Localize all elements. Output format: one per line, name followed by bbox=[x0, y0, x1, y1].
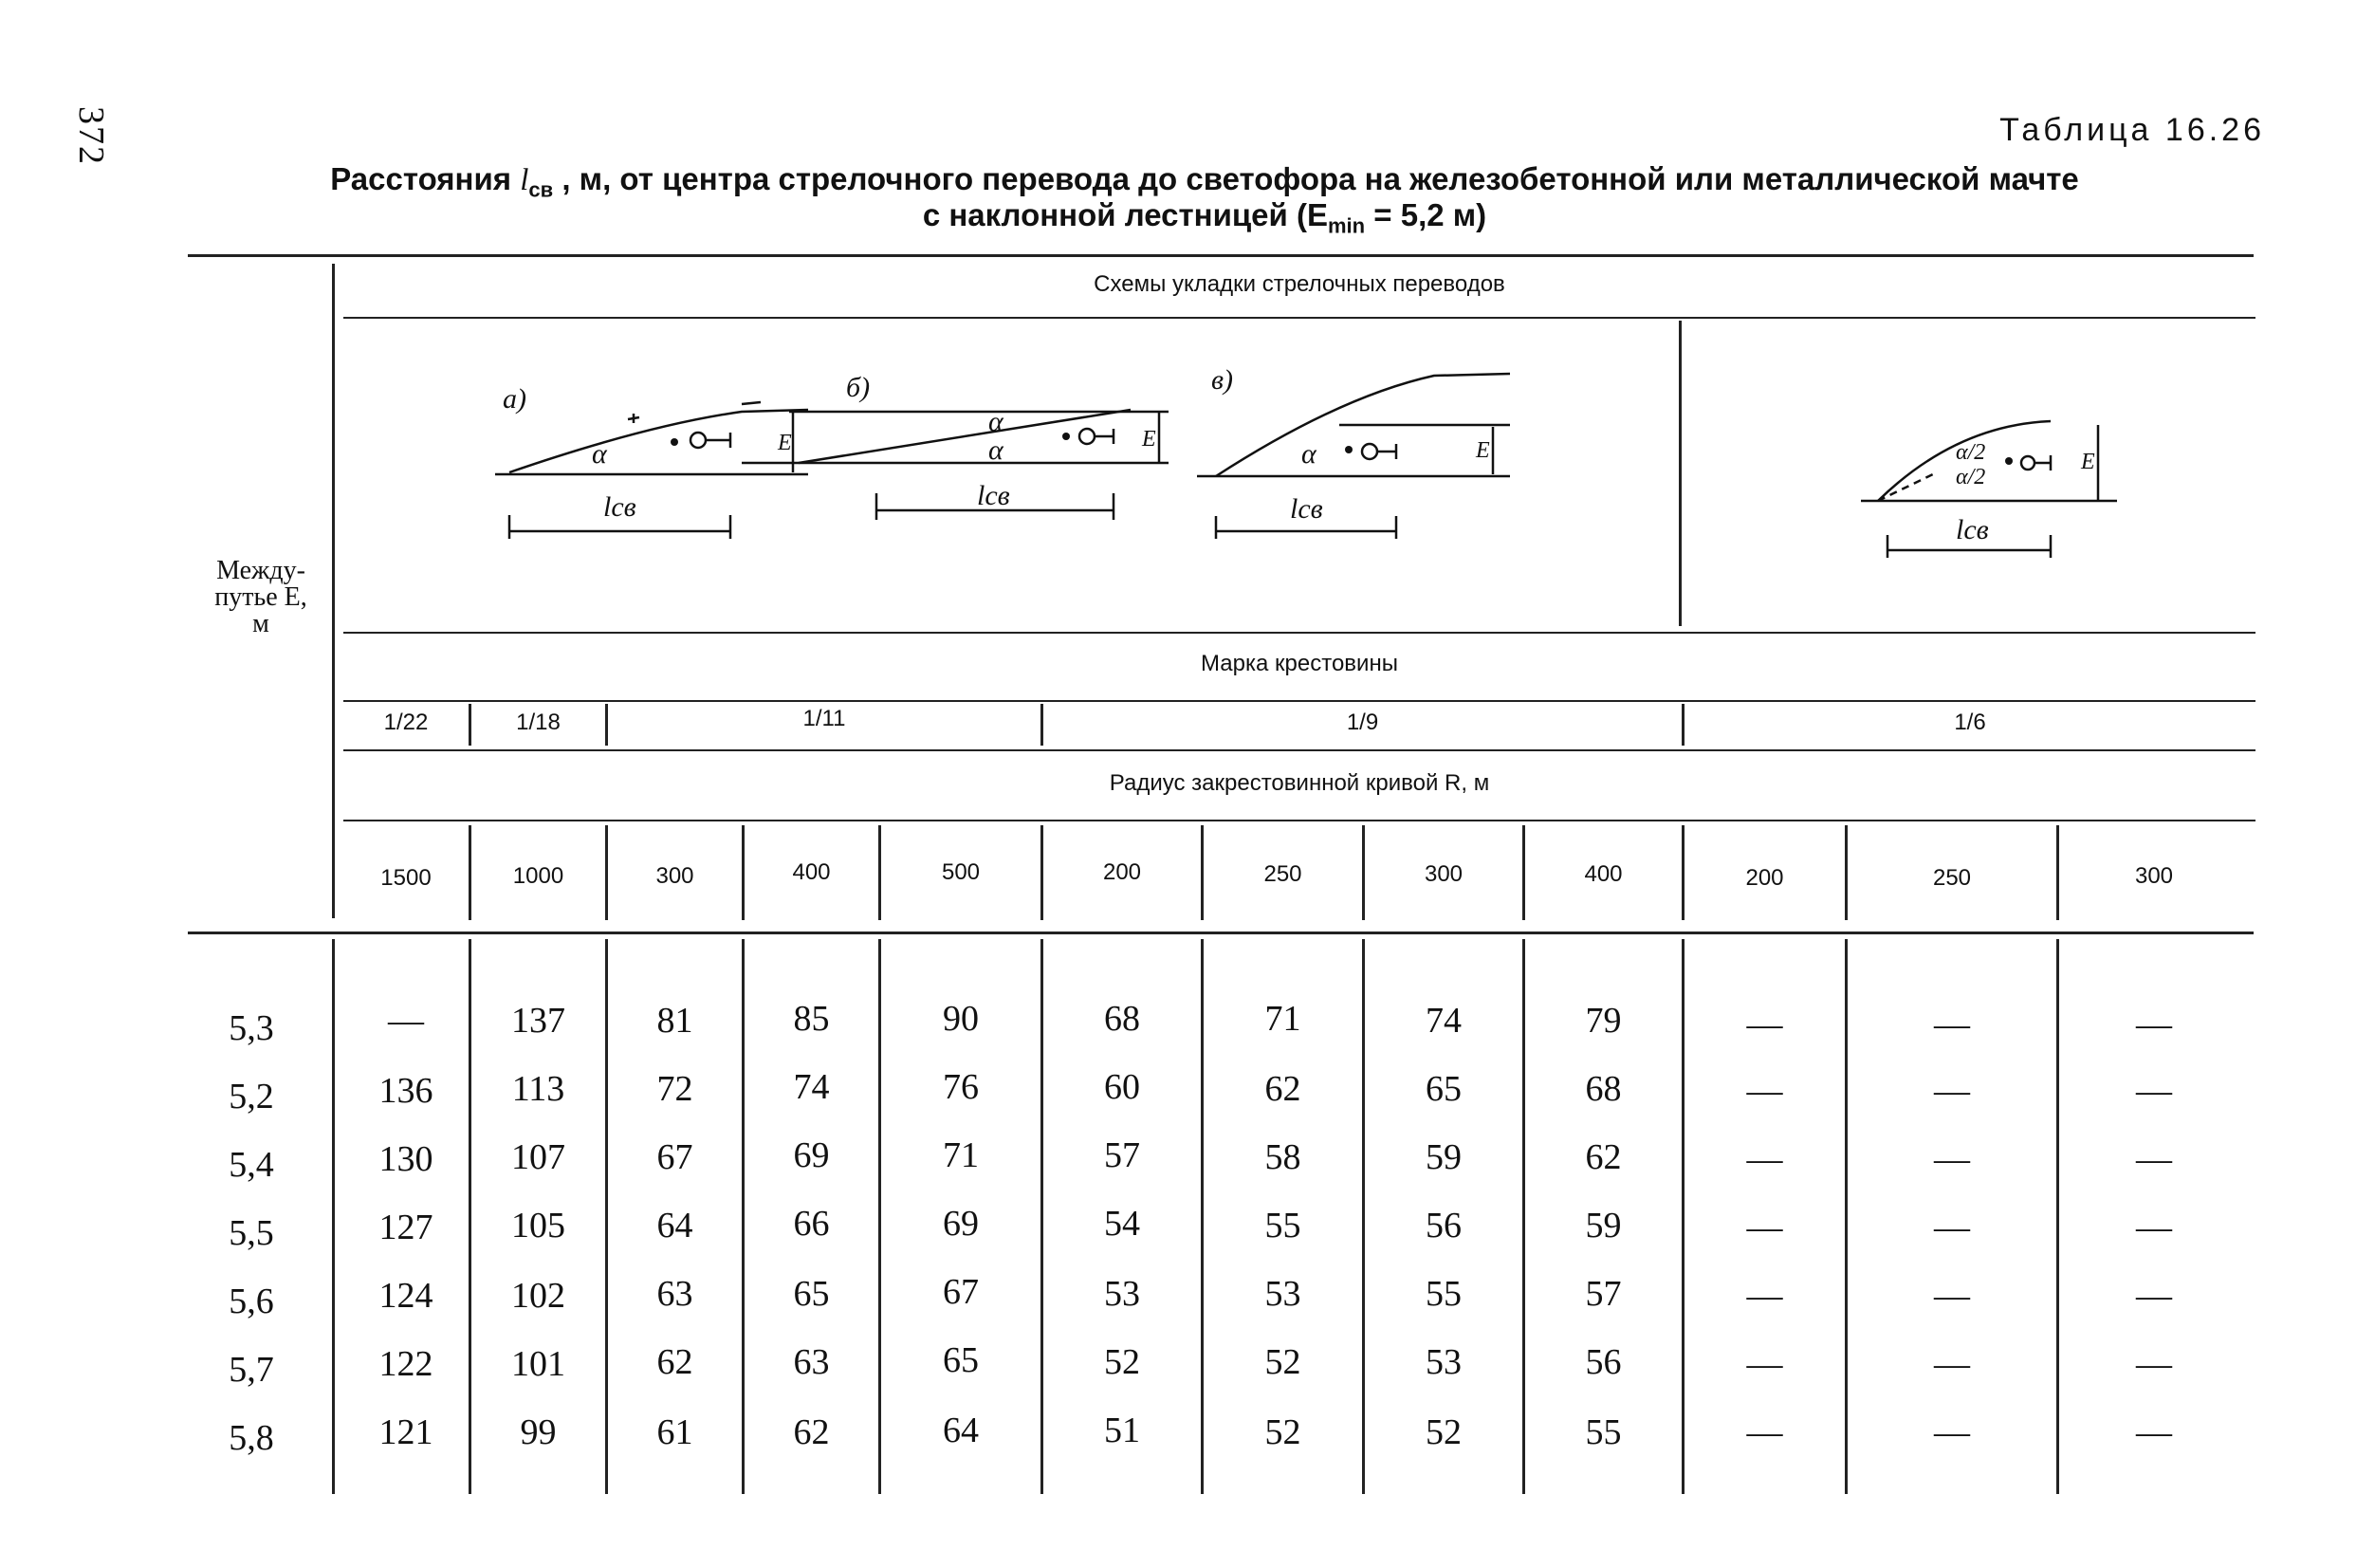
table-cell: 85 bbox=[793, 999, 830, 1039]
table-cell: 54 bbox=[1104, 1204, 1140, 1244]
table-cell: — bbox=[2136, 1276, 2172, 1316]
table-cell: 130 bbox=[378, 1139, 433, 1179]
table-cell: 59 bbox=[1426, 1137, 1462, 1177]
table-cell: 81 bbox=[656, 1001, 693, 1041]
table-cell: — bbox=[1746, 1412, 1783, 1452]
table-cell: — bbox=[2136, 1071, 2172, 1111]
table-cell: 62 bbox=[656, 1342, 693, 1382]
table-cell: 63 bbox=[656, 1274, 693, 1314]
table-cell: — bbox=[388, 1001, 424, 1041]
title-line2-sub: min bbox=[1327, 213, 1366, 238]
table-cell: 60 bbox=[1104, 1067, 1140, 1107]
frog-groups-rule bbox=[343, 749, 2255, 751]
scheme-v-label: в) bbox=[1211, 364, 1234, 396]
row-e: 5,8 bbox=[229, 1418, 274, 1458]
frog-title-rule bbox=[343, 700, 2255, 702]
table-cell: 72 bbox=[656, 1069, 693, 1109]
table-cell: 62 bbox=[1585, 1137, 1622, 1177]
radius-500: 500 bbox=[941, 859, 981, 885]
alpha-half-2: α/2 bbox=[1956, 465, 1986, 489]
alpha-v: α bbox=[1301, 438, 1316, 470]
table-cell: — bbox=[2136, 1139, 2172, 1179]
table-cell: 57 bbox=[1585, 1274, 1622, 1314]
e-label-b: E bbox=[1142, 427, 1156, 452]
title-suffix: , м, от центра стрелочного перевода до светофора на железобетонной или металлической мачте bbox=[562, 161, 2079, 196]
e-label-6: E bbox=[2081, 450, 2095, 474]
frog-group-1-22: 1/22 bbox=[383, 710, 429, 735]
table-cell: 69 bbox=[943, 1204, 979, 1244]
table-cell: — bbox=[1934, 1139, 1970, 1179]
table-cell: — bbox=[1746, 1276, 1783, 1316]
table-cell: — bbox=[2136, 1005, 2172, 1044]
table-cell: 56 bbox=[1585, 1342, 1622, 1382]
table-cell: 59 bbox=[1585, 1206, 1622, 1245]
table-cell: 71 bbox=[943, 1135, 979, 1175]
table-cell: 127 bbox=[378, 1208, 433, 1247]
table-cell: 107 bbox=[511, 1137, 565, 1177]
label-column-divider-body bbox=[332, 939, 335, 1494]
table-cell: — bbox=[1934, 1412, 1970, 1452]
row-label-header bbox=[190, 558, 332, 637]
table-cell: — bbox=[1746, 1139, 1783, 1179]
frog-title: Марка крестовины bbox=[1201, 651, 1398, 676]
table-cell: 56 bbox=[1426, 1206, 1462, 1245]
table-cell: 63 bbox=[793, 1342, 830, 1382]
table-title-line2 bbox=[190, 197, 2219, 239]
table-cell: 52 bbox=[1104, 1342, 1140, 1382]
alpha-b2: α bbox=[988, 434, 1003, 466]
row-e: 5,5 bbox=[229, 1213, 274, 1253]
diagram-bottom-rule bbox=[343, 632, 2255, 634]
schemes-rule bbox=[343, 317, 2255, 319]
table-cell: 74 bbox=[1426, 1001, 1462, 1041]
table-cell: 68 bbox=[1104, 999, 1140, 1039]
table-cell: 58 bbox=[1264, 1137, 1301, 1177]
radius-title: Радиус закрестовинной кривой R, м bbox=[1109, 770, 1490, 796]
scheme-b-label: б) bbox=[846, 372, 871, 403]
table-cell: 105 bbox=[511, 1206, 565, 1245]
table-cell: — bbox=[1746, 1071, 1783, 1111]
title-line2-suffix: = 5,2 м) bbox=[1365, 197, 1487, 232]
table-cell: — bbox=[1934, 1208, 1970, 1247]
lsv-v: lсв bbox=[1290, 493, 1323, 525]
row-label-line3: м bbox=[252, 609, 269, 638]
table-cell: — bbox=[1934, 1071, 1970, 1111]
row-e: 5,7 bbox=[229, 1350, 274, 1390]
radius-1500: 1500 bbox=[380, 865, 432, 891]
header-bottom-rule bbox=[188, 932, 2254, 934]
table-cell: — bbox=[1746, 1005, 1783, 1044]
table-cell: 71 bbox=[1264, 999, 1301, 1039]
alpha-a: α bbox=[592, 438, 607, 470]
e-label-v: E bbox=[1476, 438, 1490, 463]
radius-200: 200 bbox=[1102, 859, 1142, 885]
radius-200b: 200 bbox=[1745, 865, 1784, 891]
radius-title-rule bbox=[343, 820, 2255, 821]
table-cell: 53 bbox=[1264, 1274, 1301, 1314]
table-cell: 99 bbox=[520, 1412, 557, 1452]
label-column-divider bbox=[332, 264, 335, 918]
radius-1000: 1000 bbox=[512, 863, 564, 889]
table-cell: 101 bbox=[511, 1344, 565, 1384]
table-label: Таблица 16.26 bbox=[1999, 112, 2265, 148]
radius-400: 400 bbox=[792, 859, 831, 885]
table-cell: 122 bbox=[378, 1344, 433, 1384]
e-label-a: E bbox=[778, 431, 792, 455]
table-cell: 102 bbox=[511, 1276, 565, 1316]
table-cell: 55 bbox=[1264, 1206, 1301, 1245]
table-cell: 76 bbox=[943, 1067, 979, 1107]
table-cell: — bbox=[2136, 1208, 2172, 1247]
schemes-title: Схемы укладки стрелочных переводов bbox=[1094, 271, 1505, 297]
frog-group-1-6: 1/6 bbox=[1954, 710, 1986, 735]
turnout-schemes-diagram bbox=[343, 321, 2250, 630]
radius-400b: 400 bbox=[1584, 861, 1623, 887]
table-cell: 136 bbox=[378, 1071, 433, 1111]
table-cell: 51 bbox=[1104, 1411, 1140, 1450]
table-cell: — bbox=[1746, 1208, 1783, 1247]
title-prefix: Расстояния bbox=[330, 161, 512, 196]
table-cell: 57 bbox=[1104, 1135, 1140, 1175]
page-number: 372 bbox=[71, 106, 111, 166]
alpha-b1: α bbox=[988, 406, 1003, 437]
table-cell: 62 bbox=[793, 1412, 830, 1452]
radius-300c: 300 bbox=[2134, 863, 2174, 889]
table-cell: — bbox=[1934, 1005, 1970, 1044]
table-cell: 67 bbox=[943, 1272, 979, 1312]
table-cell: — bbox=[1934, 1344, 1970, 1384]
table-cell: 90 bbox=[943, 999, 979, 1039]
row-label-line2: путье E, bbox=[214, 582, 307, 612]
row-label-line1: Междy- bbox=[216, 556, 305, 585]
frog-group-1-11: 1/11 bbox=[802, 706, 846, 731]
radius-250: 250 bbox=[1263, 861, 1302, 887]
lsv-b: lсв bbox=[977, 480, 1010, 511]
table-cell: 66 bbox=[793, 1204, 830, 1244]
row-e: 5,6 bbox=[229, 1282, 274, 1321]
radius-250b: 250 bbox=[1932, 865, 1972, 891]
table-cell: 69 bbox=[793, 1135, 830, 1175]
scheme-a-label: а) bbox=[503, 383, 526, 415]
row-e: 5,2 bbox=[229, 1077, 274, 1116]
table-cell: 52 bbox=[1264, 1412, 1301, 1452]
top-rule bbox=[188, 254, 2254, 257]
lsv-a: lсв bbox=[603, 491, 636, 523]
table-cell: 137 bbox=[511, 1001, 565, 1041]
table-cell: 68 bbox=[1585, 1069, 1622, 1109]
radius-300b: 300 bbox=[1424, 861, 1464, 887]
table-cell: 64 bbox=[656, 1206, 693, 1245]
table-cell: 124 bbox=[378, 1276, 433, 1316]
row-e: 5,3 bbox=[229, 1008, 274, 1048]
table-cell: 65 bbox=[943, 1340, 979, 1380]
table-cell: 79 bbox=[1585, 1001, 1622, 1041]
table-cell: 64 bbox=[943, 1411, 979, 1450]
table-cell: 121 bbox=[378, 1412, 433, 1452]
title-symbol: l bbox=[520, 163, 529, 197]
table-cell: — bbox=[1934, 1276, 1970, 1316]
title-line2: с наклонной лестницей (E bbox=[922, 197, 1328, 232]
table-cell: — bbox=[1746, 1344, 1783, 1384]
table-cell: 61 bbox=[656, 1412, 693, 1452]
row-e: 5,4 bbox=[229, 1145, 274, 1185]
lsv-6: lсв bbox=[1956, 514, 1989, 545]
table-cell: 53 bbox=[1104, 1274, 1140, 1314]
table-cell: 52 bbox=[1426, 1412, 1462, 1452]
table-cell: 55 bbox=[1585, 1412, 1622, 1452]
table-cell: 62 bbox=[1264, 1069, 1301, 1109]
table-cell: — bbox=[2136, 1412, 2172, 1452]
title-symbol-sub: св bbox=[528, 177, 554, 202]
frog-group-1-9: 1/9 bbox=[1346, 710, 1379, 735]
table-cell: 65 bbox=[1426, 1069, 1462, 1109]
table-cell: 55 bbox=[1426, 1274, 1462, 1314]
table-cell: 53 bbox=[1426, 1342, 1462, 1382]
table-cell: 113 bbox=[511, 1069, 565, 1109]
table-cell: 67 bbox=[656, 1137, 693, 1177]
frog-group-1-18: 1/18 bbox=[516, 710, 561, 735]
table-cell: 65 bbox=[793, 1274, 830, 1314]
alpha-half-1: α/2 bbox=[1956, 440, 1986, 465]
radius-300: 300 bbox=[655, 863, 694, 889]
table-cell: 74 bbox=[793, 1067, 830, 1107]
table-cell: — bbox=[2136, 1344, 2172, 1384]
table-cell: 52 bbox=[1264, 1342, 1301, 1382]
